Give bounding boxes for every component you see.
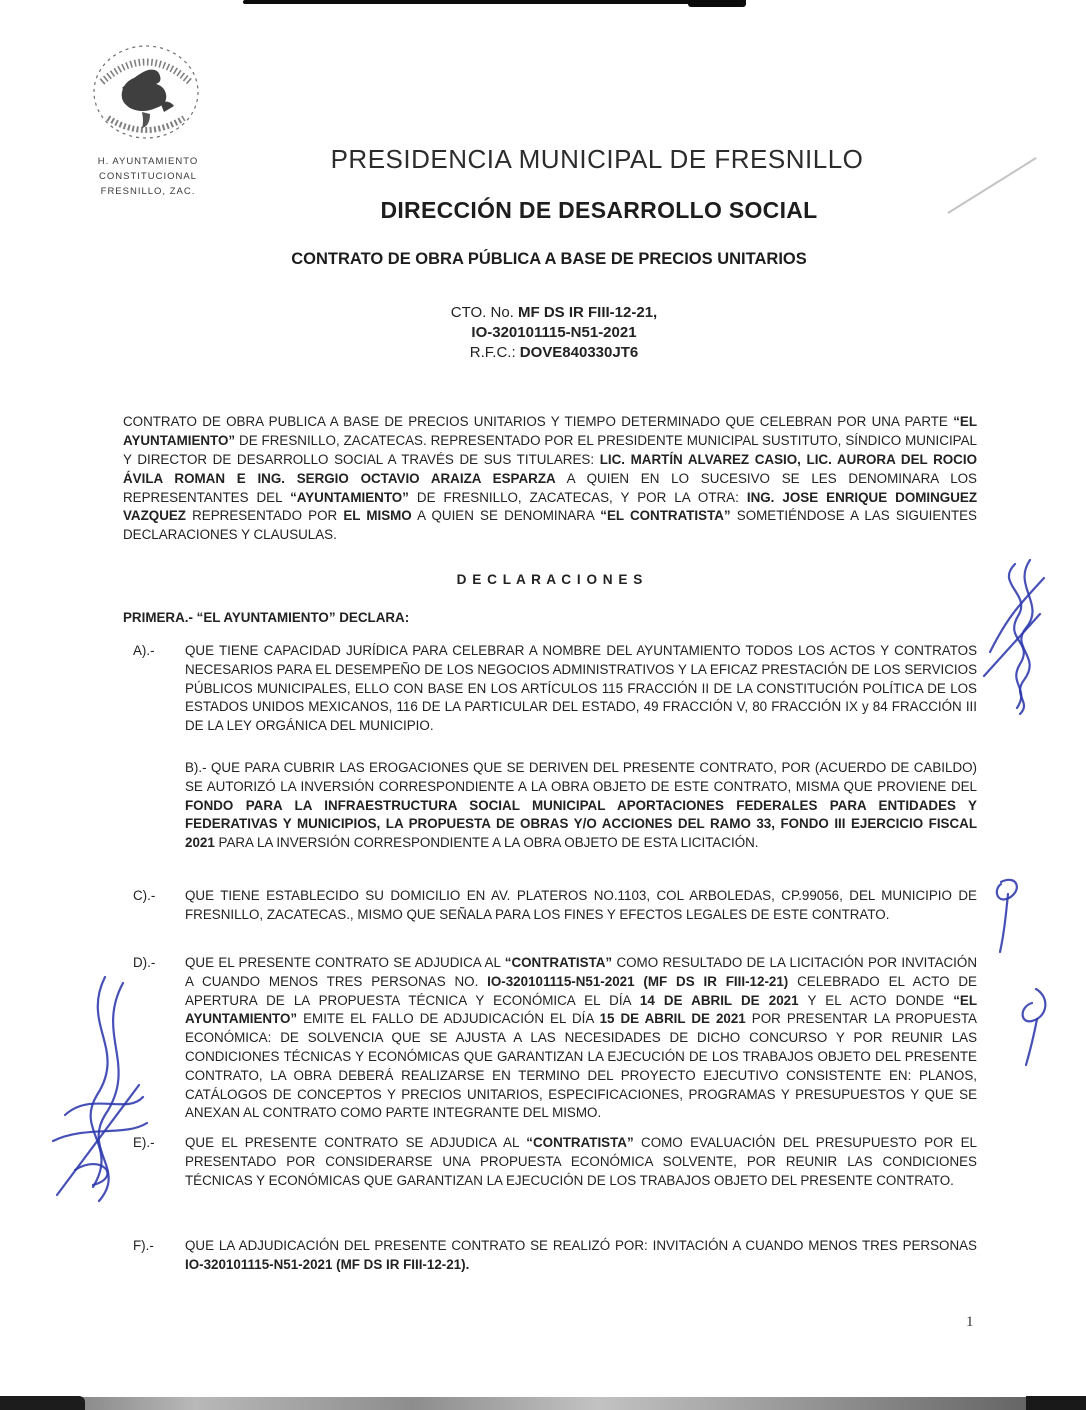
item-label: E).- (133, 1135, 155, 1150)
item-text: QUE LA ADJUDICACIÓN DEL PRESENTE CONTRATO SE REALIZÓ POR: INVITACIÓN A CUANDO MENOS TRES PERSONAS IO-320101115-N51-2021 (MF DS IR FIII-12-21). (185, 1238, 977, 1272)
item-label (123, 759, 185, 853)
contract-title: CONTRATO DE OBRA PÚBLICA A BASE DE PRECIOS UNITARIOS (291, 250, 807, 268)
declaration-item-e (123, 1134, 977, 1190)
scan-artifact-bottom-left (0, 1396, 85, 1410)
item-text: QUE EL PRESENTE CONTRATO SE ADJUDICA AL “CONTRATISTA” COMO RESULTADO DE LA LICITACIÓN POR INVITACIÓN A CUANDO MENOS TRES PERSONAS NO. IO-320101115-N51-2021 (MF DS IR FIII-12-21) CELEBRADO EL ACTO DE APERTURA DE LA PROPUESTA TÉCNICA Y ECONÓMICA EL DÍA 14 DE ABRIL DE 2021 Y EL ACTO DONDE “EL AYUNTAMIENTO” EMITE EL FALLO DE ADJUDICACIÓN EL DÍA 15 DE ABRIL DE 2021 POR PRESENTAR LA PROPUESTA ECONÓMICA: DE SOLVENCIA QUE SE AJUSTA A LAS NECESIDADES DE DICHO CONCURSO Y POR REUNIR LAS CONDICIONES TÉCNICAS Y ECONÓMICAS QUE GARANTIZAN LA EJECUCIÓN DE LOS TRABAJOS OBJETO DEL PRESENTE CONTRATO, LA OBRA DEBERÁ REALIZARSE EN TERMINO DEL PROYECTO EJECUTIVO CONSISTENTE EN: PLANOS, CATÁLOGOS DE CONCEPTOS Y PRECIOS UNITARIOS, ESPECIFICACIONES, PROGRAMAS Y PRESUPUESTOS Y QUE SE ANEXAN AL CONTRATO COMO PARTE INTEGRANTE DEL MISMO. (185, 955, 977, 1121)
intro-paragraph: CONTRATO DE OBRA PUBLICA A BASE DE PRECIOS UNITARIOS Y TIEMPO DETERMINADO QUE CELEBRAN POR UNA PARTE “EL AYUNTAMIENTO” DE FRESNILLO, ZACATECAS. REPRESENTADO POR EL PRESIDENTE MUNICIPAL SUSTITUTO, SÍNDICO MUNICIPAL Y DIRECTOR DE DESARROLLO SOCIAL A TRAVÉS DE SUS TITULARES: LIC. MARTÍN ALVAREZ CASIO, LIC. AURORA DEL ROCIO ÁVILA ROMAN E ING. SERGIO OCTAVIO ARAIZA ESPARZA A QUIEN EN LO SUCESIVO SE LES DENOMINARA LOS REPRESENTANTES DEL “AYUNTAMIENTO” DE FRESNILLO, ZACATECAS, Y POR LA OTRA: ING. JOSE ENRIQUE DOMINGUEZ VAZQUEZ REPRESENTADO POR EL MISMO A QUIEN SE DENOMINARA “EL CONTRATISTA” SOMETIÉNDOSE A LAS SIGUIENTES DECLARACIONES Y CLAUSULAS. (123, 414, 977, 543)
declaration-item-c (123, 887, 977, 925)
rfc-line: R.F.C.: DOVE840330JT6 (469, 344, 639, 361)
scan-artifact-top-bar (243, 0, 695, 4)
emblem-caption-line3: FRESNILLO, ZAC. (100, 186, 196, 197)
cto-number-line: CTO. No. MF DS IR FIII-12-21, (450, 304, 658, 321)
signature-ink-right-middle (983, 862, 1033, 957)
declaration-item-f (123, 1237, 977, 1275)
signature-ink-right-lower (1006, 983, 1061, 1068)
declaraciones-heading: D E C L A R A C I O N E S (456, 572, 644, 587)
contract-numbers (0, 303, 1086, 363)
item-text: QUE TIENE CAPACIDAD JURÍDICA PARA CELEBRAR A NOMBRE DEL AYUNTAMIENTO TODOS LOS ACTOS Y CONTRATOS NECESARIOS PARA EL DESEMPEÑO DE LOS NEGOCIOS ADMINISTRATIVOS Y LA EFICAZ PRESTACIÓN DE LOS SERVICIOS PÚBLICOS MUNICIPALES, ELLO CON BASE EN LOS ARTÍCULOS 115 FRACCIÓN II DE LA CONSTITUCIÓN POLÍTICA DE LOS ESTADOS UNIDOS MEXICANOS, 116 DE LA PARTICULAR DEL ESTADO, 49 FRACCIÓN V, 80 FRACCIÓN IX y 84 FRACCIÓN III DE LA LEY ORGÁNICA DEL MUNICIPIO. (185, 643, 977, 734)
item-label: D).- (133, 955, 156, 970)
declaration-item-a (123, 642, 977, 736)
page-number: 1 (966, 1314, 974, 1330)
document-title: PRESIDENCIA MUNICIPAL DE FRESNILLO (330, 144, 864, 174)
item-label: C).- (133, 888, 156, 903)
scan-artifact-top-blob (688, 0, 746, 7)
emblem-caption-line1: H. AYUNTAMIENTO (97, 156, 199, 167)
item-text: B).- QUE PARA CUBRIR LAS EROGACIONES QUE SE DERIVEN DEL PRESENTE CONTRATO, POR (ACUERDO DE CABILDO) SE AUTORIZÓ LA INVERSIÓN CORRESPONDIENTE A LA OBRA OBJETO DE ESTE CONTRATO, MISMA QUE PROVIENE DEL FONDO PARA LA INFRAESTRUCTURA SOCIAL MUNICIPAL APORTACIONES FEDERALES PARA ENTIDADES Y FEDERATIVAS Y MUNICIPIOS, LA PROPUESTA DE OBRAS Y/O ACCIONES DEL RAMO 33, FONDO III EJERCICIO FISCAL 2021 PARA LA INVERSIÓN CORRESPONDIENTE A LA OBRA OBJETO DE ESTA LICITACIÓN. (185, 760, 977, 851)
licitacion-number-line: IO-320101115-N51-2021 (471, 324, 637, 341)
declaration-item-b (123, 759, 977, 853)
coat-of-arms-seal-icon (86, 40, 206, 152)
scan-artifact-bottom-right (1026, 1396, 1086, 1410)
declaration-item-d (123, 954, 977, 1123)
document-subtitle: DIRECCIÓN DE DESARROLLO SOCIAL (380, 197, 818, 223)
item-text: QUE EL PRESENTE CONTRATO SE ADJUDICA AL “CONTRATISTA” COMO EVALUACIÓN DEL PRESUPUESTO POR EL PRESENTADO POR CONSIDERARSE UNA PROPUESTA ECONÓMICA SOLVENTE, POR REUNIR LAS CONDICIONES TÉCNICAS Y ECONÓMICAS QUE GARANTIZAN LA EJECUCIÓN DE LOS TRABAJOS OBJETO DEL PRESENTE CONTRATO. (185, 1135, 977, 1188)
scan-artifact-bottom-band (0, 1397, 1086, 1410)
item-label: A).- (133, 643, 155, 658)
item-text: QUE TIENE ESTABLECIDO SU DOMICILIO EN AV. PLATEROS NO.1103, COL ARBOLEDAS, CP.99056, DEL MUNICIPIO DE FRESNILLO, ZACATECAS., MISMO QUE SEÑALA PARA LOS FINES Y EFECTOS LEGALES DE ESTE CONTRATO. (185, 888, 977, 922)
item-label: F).- (133, 1238, 154, 1253)
primera-heading: PRIMERA.- “EL AYUNTAMIENTO” DECLARA: (123, 610, 410, 625)
emblem-caption-line2: CONSTITUCIONAL (99, 171, 197, 182)
